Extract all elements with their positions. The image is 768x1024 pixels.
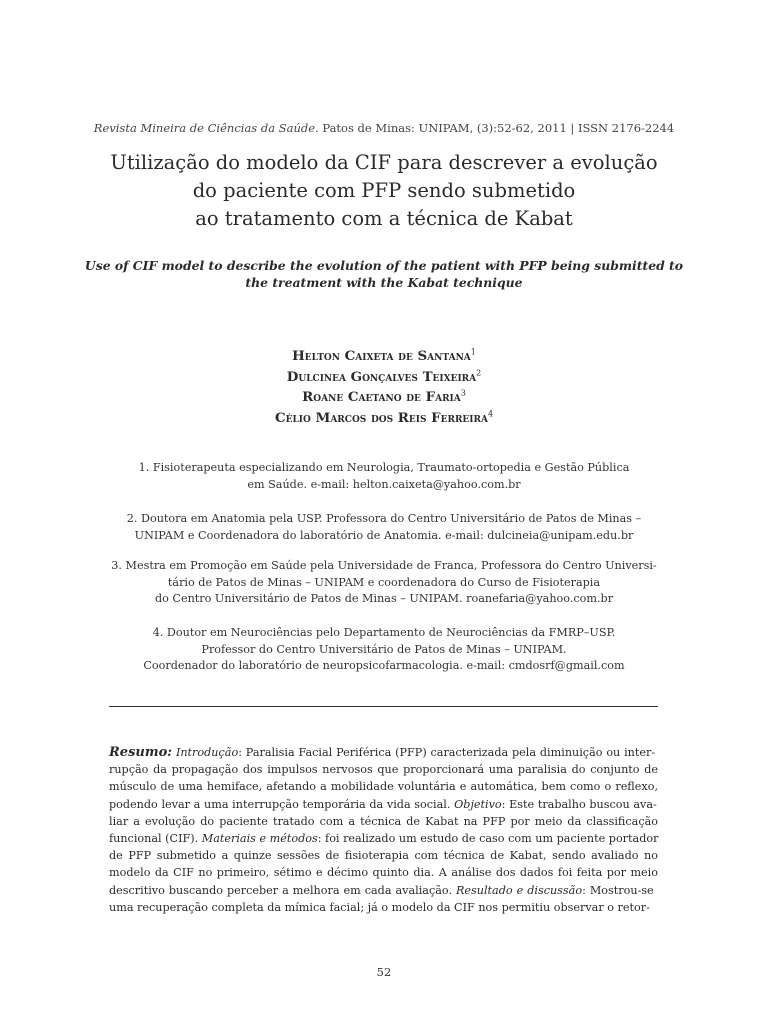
abstract — [109, 744, 658, 916]
affiliation-line: Professor do Centro Universitário de Patos de Minas – UNIPAM. — [201, 642, 567, 656]
abstract-section-label: Materiais e métodos — [201, 832, 318, 846]
affiliation-line: do Centro Universitário de Patos de Minas – UNIPAM. roanefaria@yahoo.com.br — [154, 592, 614, 606]
author — [84, 346, 684, 367]
english-title — [84, 257, 684, 291]
article-title — [84, 149, 684, 233]
author-name: Dulcinea Gonçalves Teixeira — [286, 368, 477, 385]
abstract-line: músculo de uma hemiface, afetando a mobilidade voluntária e automática, bem como o reflexo, — [109, 780, 658, 794]
author-affiliation-mark: 2 — [476, 368, 482, 378]
author-affiliation-mark: 3 — [460, 388, 466, 398]
journal-header — [0, 121, 768, 135]
affiliation-line: 4. Doutor em Neurociências pelo Departamento de Neurociências da FMRP–USP. — [152, 626, 616, 639]
abstract-label: Resumo: — [109, 745, 173, 760]
author-name: Célio Marcos dos Reis Ferreira — [274, 410, 488, 427]
affiliation-line: Coordenador do laboratório de neuropsicofarmacologia. e-mail: cmdosrf@gmail.com — [143, 659, 625, 673]
affiliation-line: 3. Mestra em Promoção em Saúde pela Universidade de Franca, Professora do Centro Universi- — [111, 559, 657, 572]
abstract-line: liar a evolução do paciente tratado com a técnica de Kabat na PFP por meio da classificação — [109, 814, 658, 828]
journal-name: Revista Mineira de Ciências da Saúde — [93, 121, 316, 135]
author — [84, 387, 684, 408]
journal-details: . Patos de Minas: UNIPAM, (3):52-62, 2011 | ISSN 2176-2244 — [315, 121, 675, 135]
affiliation-2 — [94, 511, 674, 544]
author-list — [84, 346, 684, 429]
english-title-line: the treatment with the Kabat technique — [245, 275, 523, 290]
abstract-line-text: Resumo: Introdução: Paralisia Facial Periférica (PFP) caracterizada pela diminuição ou inter- — [109, 745, 656, 760]
title-line: Utilização do modelo da CIF para descrever a evolução — [110, 151, 658, 174]
abstract-line: funcional (CIF). Materiais e métodos: foi realizado um estudo de caso com um paciente portador — [109, 832, 659, 846]
english-title-line: Use of CIF model to describe the evolution of the patient with PFP being submitted to — [84, 258, 684, 273]
page-number: 52 — [376, 965, 392, 979]
abstract-line: descritivo buscando perceber a melhora em cada avaliação. Resultado e discussão: Mostrou-se — [109, 883, 654, 897]
abstract-section-label: Introdução — [175, 746, 239, 759]
title-line: ao tratamento com a técnica de Kabat — [195, 207, 573, 230]
author-name: Roane Caetano de Faria — [302, 389, 461, 406]
affiliation-line: em Saúde. e-mail: helton.caixeta@yahoo.com.br — [247, 477, 521, 491]
author-affiliation-mark: 1 — [470, 347, 476, 357]
affiliation-3 — [94, 558, 674, 608]
abstract-section-label: Objetivo — [454, 797, 502, 811]
author — [84, 367, 684, 388]
affiliation-line: tário de Patos de Minas – UNIPAM e coordenadora do Curso de Fisioterapia — [167, 575, 601, 589]
title-line: do paciente com PFP sendo submetido — [192, 179, 576, 202]
abstract-line: uma recuperação completa da mímica facial; já o modelo da CIF nos permitiu observar o retor- — [109, 900, 650, 914]
affiliation-line: UNIPAM e Coordenadora do laboratório de Anatomia. e-mail: dulcineia@unipam.edu.br — [134, 528, 634, 542]
abstract-line: modelo da CIF no primeiro, sétimo e décimo quinto dia. A análise dos dados foi feita por meio — [109, 866, 658, 880]
affiliation-4 — [94, 625, 674, 675]
abstract-line — [109, 744, 658, 761]
affiliation-line: 1. Fisioterapeuta especializando em Neurologia, Traumato-ortopedia e Gestão Pública — [138, 461, 630, 474]
affiliation-line: 2. Doutora em Anatomia pela USP. Professora do Centro Universitário de Patos de Minas – — [126, 512, 642, 525]
author-affiliation-mark: 4 — [487, 409, 494, 419]
abstract-section-label: Resultado e discussão — [455, 883, 583, 897]
author — [84, 408, 684, 429]
abstract-line: rupção da propagação dos impulsos nervosos que proporcionará uma paralisia do conjunto de — [109, 763, 658, 777]
abstract-line: podendo levar a uma interrupção temporária da vida social. Objetivo: Este trabalho buscou ava- — [109, 797, 657, 811]
affiliation-1 — [94, 460, 674, 493]
author-name: Helton Caixeta de Santana — [292, 348, 471, 364]
section-divider — [109, 706, 658, 707]
abstract-line: de PFP submetido a quinze sessões de fisioterapia com técnica de Kabat, sendo avaliado no — [109, 849, 658, 863]
